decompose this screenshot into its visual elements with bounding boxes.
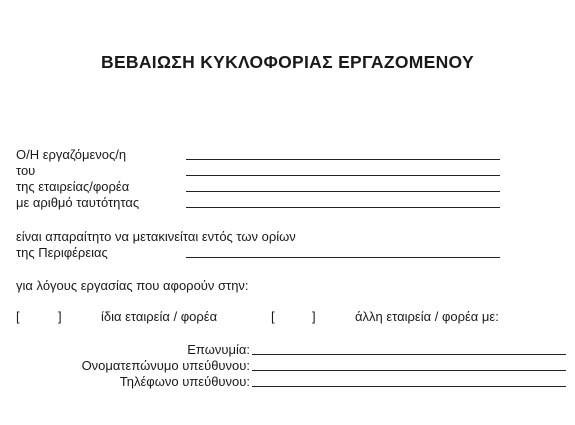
region-label: της Περιφέρειας: [16, 245, 108, 260]
responsible-person-field[interactable]: [252, 370, 566, 371]
same-company-option: ίδια εταιρεία / φορέα: [101, 309, 218, 324]
statement-line-1: είναι απαραίτητο να μετακινείται εντός των ορίων: [16, 229, 296, 244]
employee-label: Ο/Η εργαζόμενος/η: [16, 147, 127, 162]
responsible-phone-field[interactable]: [252, 386, 566, 387]
other-company-bracket-close[interactable]: ]: [312, 309, 316, 324]
same-company-bracket-open[interactable]: [: [16, 309, 20, 324]
id-number-field[interactable]: [186, 207, 500, 208]
other-company-option: άλλη εταιρεία / φορέα με:: [355, 309, 499, 324]
of-field[interactable]: [186, 175, 500, 176]
other-company-bracket-open[interactable]: [: [271, 309, 275, 324]
company-name-field[interactable]: [252, 354, 566, 355]
region-field[interactable]: [186, 257, 500, 258]
company-field[interactable]: [186, 191, 500, 192]
document-title: ΒΕΒΑΙΩΣΗ ΚΥΚΛΟΦΟΡΙΑΣ ΕΡΓΑΖΟΜΕΝΟΥ: [101, 52, 474, 72]
same-company-bracket-close[interactable]: ]: [58, 309, 62, 324]
responsible-person-label: Ονοματεπώνυμο υπεύθυνου:: [81, 358, 250, 373]
reason-text: για λόγους εργασίας που αφορούν στην:: [16, 278, 249, 293]
company-label: της εταιρείας/φορέα: [16, 179, 130, 194]
id-number-label: με αριθμό ταυτότητας: [16, 195, 140, 210]
employee-field[interactable]: [186, 159, 500, 160]
responsible-phone-label: Τηλέφωνο υπεύθυνου:: [119, 374, 250, 389]
of-label: του: [16, 163, 36, 178]
company-name-label: Επωνυμία:: [187, 342, 250, 357]
